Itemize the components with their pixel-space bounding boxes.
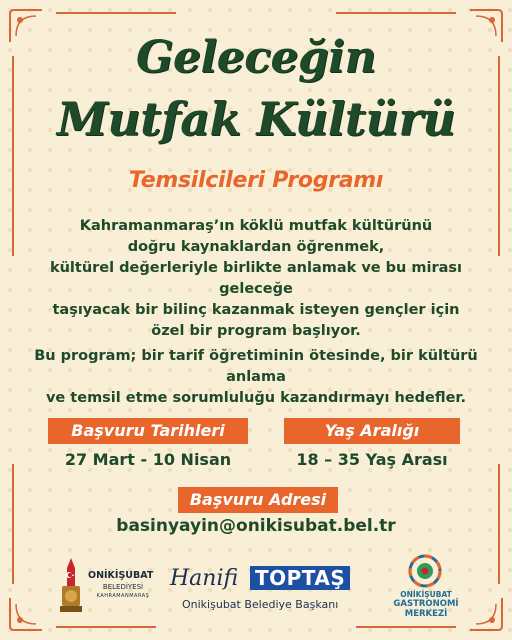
frame-line <box>356 626 456 628</box>
mayor-signature-block <box>168 560 358 616</box>
municipality-logo <box>58 556 158 616</box>
gastronomy-center-logo <box>386 554 466 624</box>
gastronomy-line3: MERKEZİ <box>404 609 448 619</box>
title-line-2: Mutfak Kültürü <box>56 92 456 146</box>
municipality-emblem-icon <box>58 556 84 616</box>
gastronomy-emblem-icon <box>408 554 442 588</box>
frame-line <box>12 464 14 584</box>
age-range-label: Yaş Aralığı <box>284 418 460 444</box>
application-dates-value: 27 Mart - 10 Nisan <box>64 450 232 469</box>
intro-line: kültürel değerleriyle birlikte anlamak ve bu mirası geleceğe <box>49 260 463 297</box>
gastronomy-line1: ONİKİŞUBAT <box>400 590 452 599</box>
municipality-line3: KAHRAMANMARAŞ <box>96 593 150 599</box>
municipality-name: ONİKİŞUBAT <box>88 570 154 581</box>
municipality-line2: BELEDİYESİ <box>102 583 144 591</box>
frame-line <box>498 464 500 584</box>
goal-line: ve temsil etme sorumluluğu kazandırmayı hedefler. <box>45 390 467 406</box>
mayor-surname: TOPTAŞ <box>250 566 350 590</box>
intro-line: özel bir program başlıyor. <box>151 323 361 339</box>
intro-line: Kahramanmaraş’ın köklü mutfak kültürünü <box>79 218 433 234</box>
frame-line <box>12 56 14 256</box>
mayor-role: Onikişubat Belediye Başkanı <box>182 598 339 611</box>
gastronomy-line2: GASTRONOMİ <box>393 599 459 609</box>
goal-line: Bu program; bir tarif öğretiminin ötesinde, bir kültürü anlama <box>34 348 478 385</box>
intro-line: doğru kaynaklardan öğrenmek, <box>127 239 385 255</box>
intro-paragraph <box>20 216 492 342</box>
application-email[interactable]: basinyayin@onikisubat.bel.tr <box>116 516 396 536</box>
application-address-label: Başvuru Adresi <box>178 487 338 513</box>
title-line-1: Geleceğin <box>135 32 377 83</box>
frame-line <box>336 12 456 14</box>
frame-line <box>498 56 500 256</box>
intro-line: taşıyacak bir bilinç kazanmak isteyen gençler için <box>52 302 460 318</box>
corner-ornament-icon <box>466 594 506 634</box>
age-range-value: 18 – 35 Yaş Arası <box>296 450 448 469</box>
goal-paragraph <box>20 346 492 409</box>
application-dates-label: Başvuru Tarihleri <box>48 418 248 444</box>
frame-line <box>56 626 156 628</box>
mayor-signature: Hanifi <box>170 566 239 591</box>
corner-ornament-icon <box>6 594 46 634</box>
frame-line <box>56 12 176 14</box>
subtitle: Temsilcileri Programı <box>128 168 384 193</box>
